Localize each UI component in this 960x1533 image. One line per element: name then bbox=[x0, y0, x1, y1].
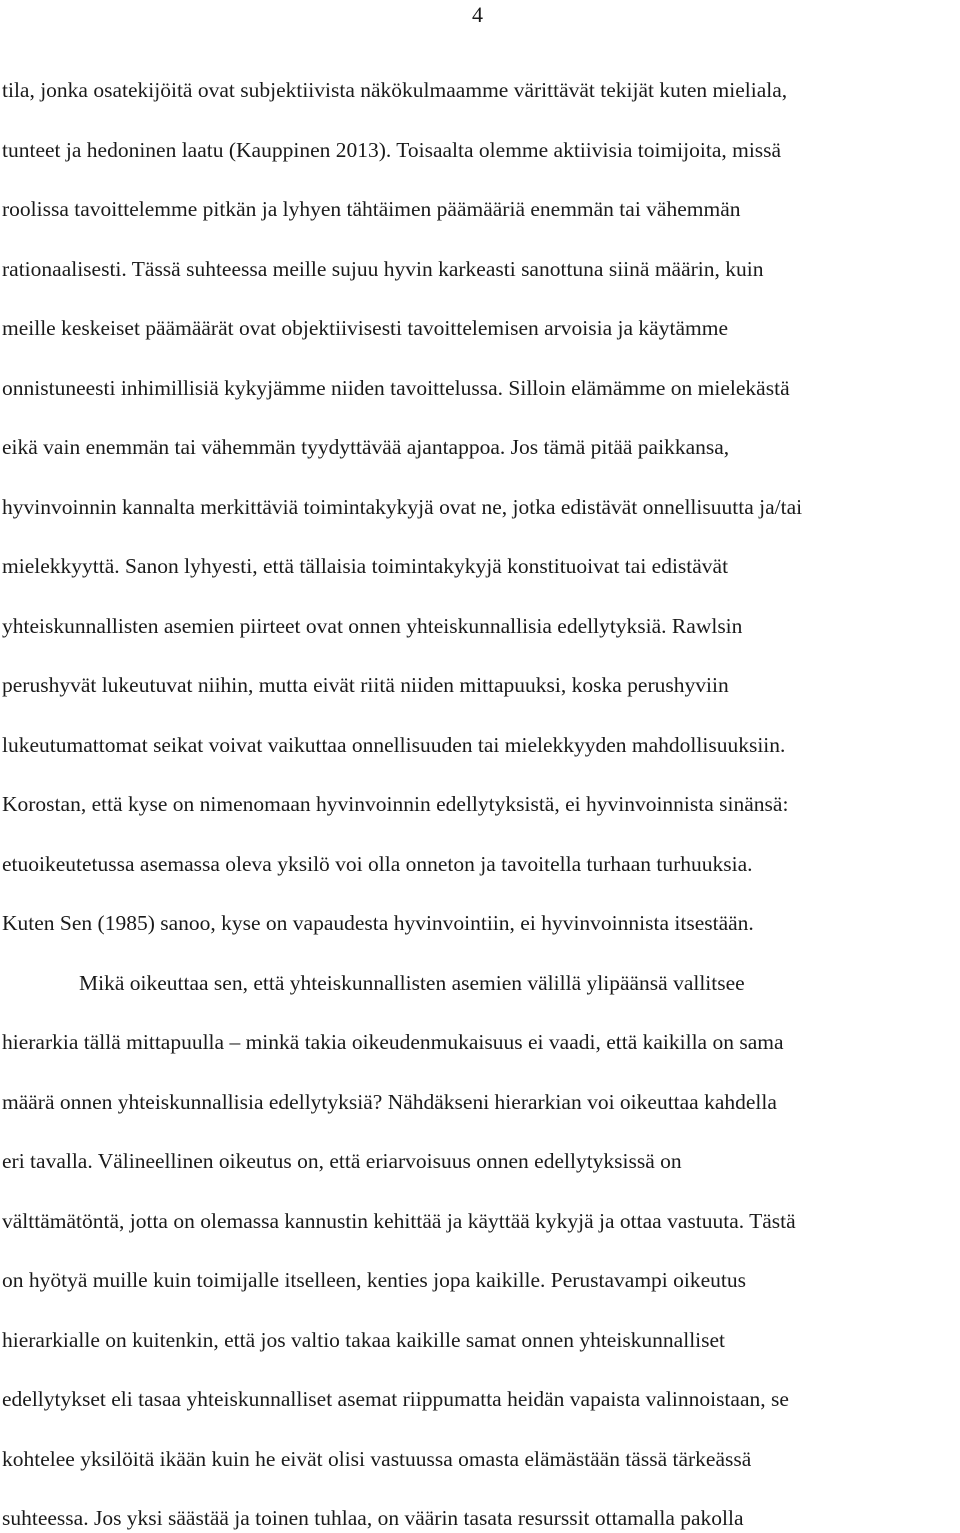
text-line: Kuten Sen (1985) sanoo, kyse on vapaudesta hyvinvointiin, ei hyvinvoinnista itsestään. bbox=[2, 911, 754, 935]
text-line: roolissa tavoittelemme pitkän ja lyhyen tähtäimen päämääriä enemmän tai vähemmän bbox=[2, 197, 741, 221]
text-line: yhteiskunnallisten asemien piirteet ovat onnen yhteiskunnallisia edellytyksiä. Rawlsin bbox=[2, 614, 743, 638]
text-line: välttämätöntä, jotta on olemassa kannustin kehittää ja käyttää kykyjä ja ottaa vastuuta. Tästä bbox=[2, 1209, 796, 1233]
text-line: onnistuneesti inhimillisiä kykyjämme niiden tavoittelussa. Silloin elämämme on mielekästä bbox=[2, 376, 790, 400]
text-line: kohtelee yksilöitä ikään kuin he eivät olisi vastuussa omasta elämästään tässä tärkeässä bbox=[2, 1447, 752, 1471]
text-line: tila, jonka osatekijöitä ovat subjektiivista näkökulmaamme värittävät tekijät kuten mieliala, bbox=[2, 78, 788, 102]
text-line: meille keskeiset päämäärät ovat objektiivisesti tavoittelemisen arvoisia ja käytämme bbox=[2, 316, 728, 340]
text-line: hierarkia tällä mittapuulla – minkä takia oikeudenmukaisuus ei vaadi, että kaikilla on sama bbox=[2, 1030, 784, 1054]
page-number: 4 bbox=[472, 2, 483, 27]
text-line: edellytykset eli tasaa yhteiskunnalliset asemat riippumatta heidän vapaista valinnoistaan, se bbox=[2, 1387, 789, 1411]
text-line: on hyötyä muille kuin toimijalle itselleen, kenties jopa kaikille. Perustavampi oikeutus bbox=[2, 1268, 746, 1292]
text-line: lukeutumattomat seikat voivat vaikuttaa onnellisuuden tai mielekkyyden mahdollisuuksiin. bbox=[2, 733, 786, 757]
text-line: hyvinvoinnin kannalta merkittäviä toimintakykyjä ovat ne, jotka edistävät onnellisuutta ja/tai bbox=[2, 495, 803, 519]
text-line: eri tavalla. Välineellinen oikeutus on, että eriarvoisuus onnen edellytyksissä on bbox=[2, 1149, 682, 1173]
text-line: eikä vain enemmän tai vähemmän tyydyttävää ajantappoa. Jos tämä pitää paikkansa, bbox=[2, 435, 730, 459]
text-line: etuoikeutetussa asemassa oleva yksilö voi olla onneton ja tavoitella turhaan turhuuksia. bbox=[2, 852, 753, 876]
text-line: mielekkyyttä. Sanon lyhyesti, että tällaisia toimintakykyjä konstituoivat tai edistävät bbox=[2, 554, 729, 578]
text-line: suhteessa. Jos yksi säästää ja toinen tuhlaa, on väärin tasata resurssit ottamalla pakolla bbox=[2, 1506, 744, 1530]
text-line: hierarkialle on kuitenkin, että jos valtio takaa kaikille samat onnen yhteiskunnalliset bbox=[2, 1328, 726, 1352]
text-line: tunteet ja hedoninen laatu (Kauppinen 2013). Toisaalta olemme aktiivisia toimijoita, missä bbox=[2, 138, 782, 162]
text-line: rationaalisesti. Tässä suhteessa meille sujuu hyvin karkeasti sanottuna siinä määrin, kuin bbox=[2, 257, 764, 281]
text-line: Korostan, että kyse on nimenomaan hyvinvoinnin edellytyksistä, ei hyvinvoinnista sinänsä: bbox=[2, 792, 789, 816]
text-line: perushyvät lukeutuvat niihin, mutta eivät riitä niiden mittapuuksi, koska perushyviin bbox=[2, 673, 729, 697]
text-line: määrä onnen yhteiskunnallisia edellytyksiä? Nähdäkseni hierarkian voi oikeuttaa kahdella bbox=[2, 1090, 777, 1114]
paragraph-first-line: Mikä oikeuttaa sen, että yhteiskunnallisten asemien välillä ylipäänsä vallitsee bbox=[79, 971, 745, 995]
